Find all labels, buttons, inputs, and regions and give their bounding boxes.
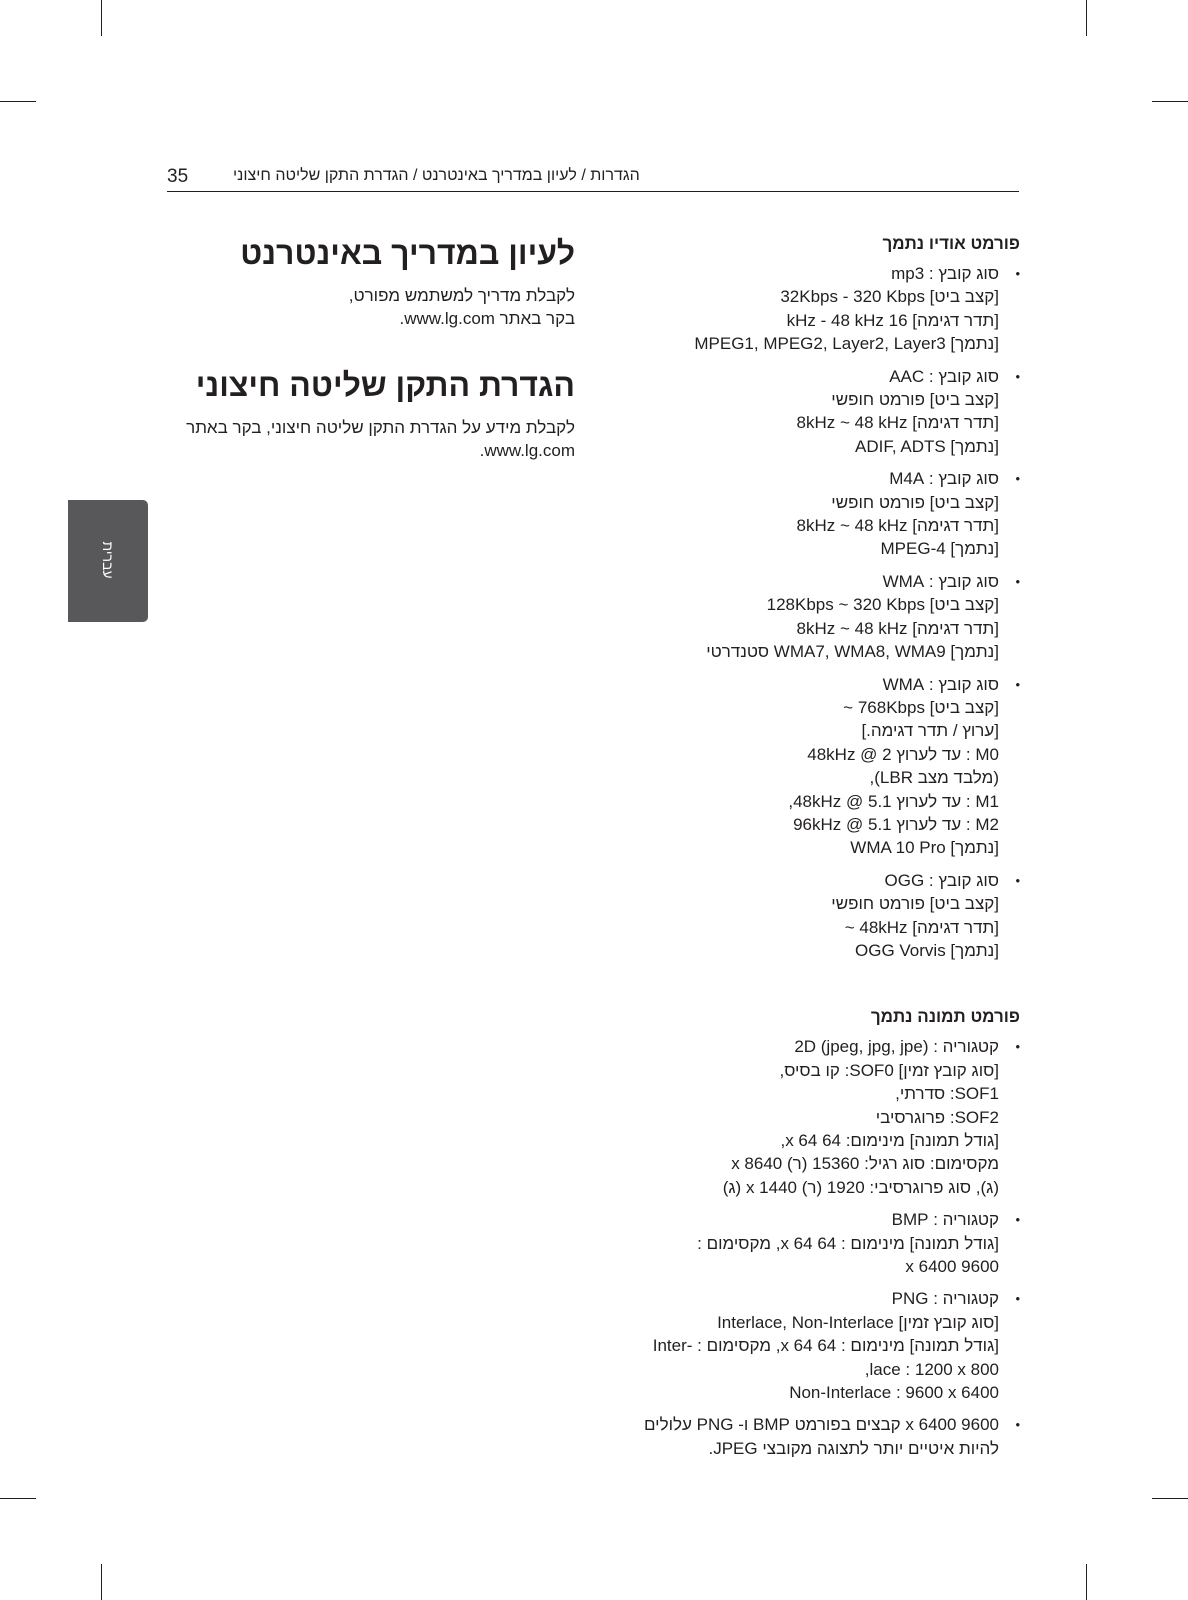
image-format-item	[600, 1208, 1020, 1278]
format-line: סוג קובץ : WMA	[882, 571, 999, 591]
format-line: [תדר דגימה] 16 kHz - 48 kHz	[786, 310, 999, 330]
running-title: הגדרות / לעיון במדריך באינטרנט / הגדרת התקן שליטה חיצוני	[233, 167, 640, 184]
format-line: [תדר דגימה] 8kHz ~ 48 kHz	[796, 618, 999, 638]
format-line: 9600 x 6400 קבצים בפורמט BMP ו- PNG עלולים	[643, 1415, 999, 1435]
format-line: [תדר דגימה] 8kHz ~ 48 kHz	[796, 516, 999, 536]
format-line: [קצב ביט] 768Kbps ~	[843, 697, 999, 717]
image-format-item	[600, 1287, 1020, 1404]
format-line: [קצב ביט] פורמט חופשי	[831, 492, 999, 512]
format-line: קטגוריה : PNG	[891, 1289, 999, 1309]
format-line: Non-Interlace : 9600 x 6400	[789, 1383, 999, 1403]
right-column	[600, 232, 1020, 1469]
crop-mark	[101, 1564, 102, 1600]
language-side-tab	[68, 500, 148, 622]
format-line: (ג), סוג פרוגרסיבי: 1920 (ר) x 1440 (ג)	[722, 1177, 999, 1197]
format-line: [סוג קובץ זמין] Interlace, Non-Interlace	[717, 1312, 999, 1332]
format-line: [קצב ביט] 32Kbps - 320 Kbps	[780, 287, 999, 307]
format-line: [נתמך] MPEG1, MPEG2, Layer2, Layer3	[694, 334, 999, 354]
format-line: [קצב ביט] פורמט חופשי	[831, 894, 999, 914]
crop-mark	[1086, 0, 1087, 36]
bullet-icon: •	[1015, 573, 1020, 589]
audio-format-item	[600, 570, 1020, 664]
format-line: [נתמך] MPEG-4	[880, 539, 999, 559]
format-line: [תדר דגימה] 48kHz ~	[844, 917, 999, 937]
format-line: [נתמך] WMA 10 Pro	[850, 838, 999, 858]
section-title-online-manual: לעיון במדריך באינטרנט	[240, 235, 575, 271]
format-line: [ערוץ / תדר דגימה.]	[861, 721, 999, 741]
format-line: קטגוריה : BMP	[891, 1210, 999, 1230]
format-line: [גודל תמונה] מינימום : 64 x 64, מקסימום : -Inter	[652, 1336, 999, 1356]
image-format-item	[600, 1413, 1020, 1460]
format-line: M2 : עד לערוץ 5.1 @ 96kHz	[793, 814, 999, 834]
format-line: M0 : עד לערוץ 2 @ 48kHz	[807, 744, 999, 764]
paragraph-line: www.lg.com.	[479, 441, 575, 460]
format-line: קטגוריה : 2D (jpeg, jpg, jpe)	[794, 1037, 999, 1057]
image-format-item	[600, 1035, 1020, 1199]
format-line: [גודל תמונה] מינימום: 64 x 64,	[780, 1131, 999, 1150]
audio-format-item	[600, 365, 1020, 459]
format-line: (מלבד מצב LBR),	[869, 768, 999, 788]
crop-mark	[1152, 1498, 1188, 1499]
format-line: [נתמך] OGG Vorvis	[855, 940, 999, 960]
section-title-external-control: הגדרת התקן שליטה חיצוני	[195, 367, 575, 403]
paragraph-line: לקבלת מדריך למשתמש מפורט,	[348, 286, 575, 305]
format-line: SOF1: סדרתי,	[895, 1084, 999, 1104]
format-line: סוג קובץ : WMA	[882, 674, 999, 694]
left-column	[160, 232, 575, 462]
format-line: סוג קובץ : OGG	[884, 870, 999, 890]
format-line: [קצב ביט] 128Kbps ~ 320 Kbps	[766, 595, 999, 615]
bullet-icon: •	[1015, 471, 1020, 487]
format-line: מקסימום: סוג רגיל: 15360 (ר) x 8640	[731, 1154, 999, 1174]
bullet-icon: •	[1015, 872, 1020, 888]
bullet-icon: •	[1015, 368, 1020, 384]
paragraph-line: לקבלת מידע על הגדרת התקן שליטה חיצוני, בקר באתר	[186, 418, 575, 437]
bullet-icon: •	[1015, 1039, 1020, 1055]
format-line: סוג קובץ : M4A	[889, 469, 999, 489]
crop-mark	[0, 101, 36, 102]
format-line: [נתמך] WMA7, WMA8, WMA9 סטנדרטי	[706, 642, 999, 662]
audio-format-item	[600, 673, 1020, 860]
bullet-icon: •	[1015, 1291, 1020, 1307]
crop-mark	[101, 0, 102, 36]
format-line: lace : 1200 x 800,	[864, 1359, 999, 1379]
page-header	[167, 163, 1019, 192]
format-line: M1 : עד לערוץ 5.1 @ 48kHz,	[788, 791, 999, 811]
format-line: [סוג קובץ זמין] SOF0: קו בסיס,	[779, 1060, 999, 1080]
format-line: [תדר דגימה] 8kHz ~ 48 kHz	[796, 413, 999, 433]
image-format-title: פורמט תמונה נתמך	[870, 1007, 1020, 1027]
side-tab-label: עברית	[100, 541, 116, 579]
format-line: להיות איטיים יותר לתצוגה מקובצי JPEG.	[708, 1438, 999, 1458]
format-line: [נתמך] ADIF, ADTS	[855, 436, 999, 456]
format-line: סוג קובץ : mp3	[891, 264, 999, 283]
bullet-icon: •	[1015, 266, 1020, 281]
crop-mark	[1086, 1564, 1087, 1600]
audio-format-title: פורמט אודיו נתמך	[882, 234, 1020, 253]
external-control-text	[160, 416, 575, 462]
crop-mark	[0, 1498, 36, 1499]
format-line: [גודל תמונה] מינימום : 64 x 64, מקסימום :	[697, 1233, 999, 1253]
audio-format-item	[600, 262, 1020, 356]
bullet-icon: •	[1015, 1417, 1020, 1433]
bullet-icon: •	[1015, 1212, 1020, 1228]
paragraph-line: בקר באתר www.lg.com.	[399, 309, 575, 328]
bullet-icon: •	[1015, 676, 1020, 692]
audio-format-item	[600, 467, 1020, 561]
format-line: SOF2: פרוגרסיבי	[875, 1107, 999, 1127]
audio-format-item	[600, 869, 1020, 963]
format-line: [קצב ביט] פורמט חופשי	[831, 390, 999, 410]
crop-mark	[1152, 101, 1188, 102]
format-line: סוג קובץ : AAC	[889, 366, 999, 386]
online-manual-text	[160, 284, 575, 330]
format-line: 9600 x 6400	[905, 1257, 999, 1277]
page-number: 35	[167, 166, 189, 187]
